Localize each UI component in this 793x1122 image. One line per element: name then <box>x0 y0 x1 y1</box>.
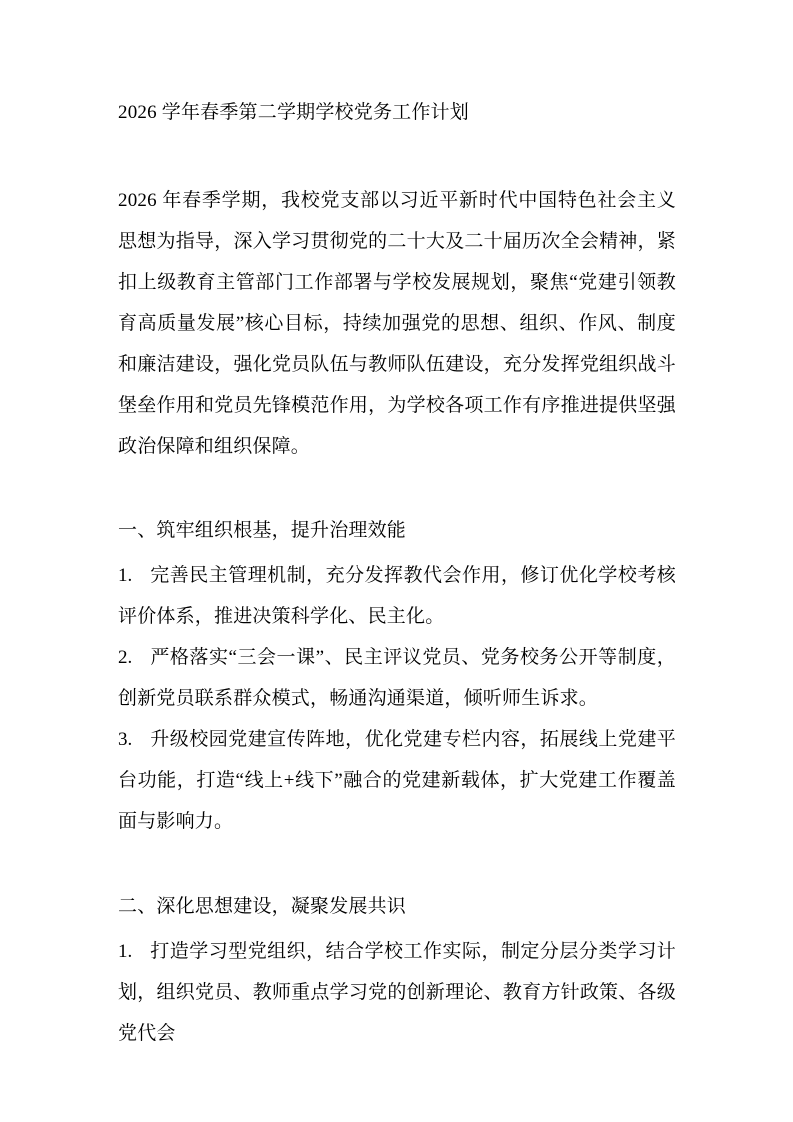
document-title: 2026 学年春季第二学期学校党务工作计划 <box>118 102 469 123</box>
list-item-number: 1. <box>118 565 133 586</box>
list-item <box>118 637 676 719</box>
list-item <box>118 931 676 1054</box>
list-item-number: 2. <box>118 647 133 668</box>
section-1-heading: 一、筑牢组织根基，提升治理效能 <box>118 520 407 541</box>
intro-paragraph: 2026 年春季学期，我校党支部以习近平新时代中国特色社会主义思想为指导，深入学习贯彻党的二十大及二十届历次全会精神，紧扣上级教育主管部门工作部署与学校发展规划，聚焦“党建引领教育高质量发展”核心目标，持续加强党的思想、组织、作风、制度和廉洁建设，强化党员队伍与教师队伍建设，充分发挥党组织战斗堡垒作用和党员先锋模范作用，为学校各项工作有序推进提供坚强政治保障和组织保障。 <box>118 190 676 457</box>
list-item <box>118 555 676 637</box>
section-ideology <box>118 886 676 1054</box>
list-item-text: 完善民主管理机制，充分发挥教代会作用，修订优化学校考核评价体系，推进决策科学化、民主化。 <box>118 565 676 627</box>
list-item-number: 3. <box>118 729 133 750</box>
list-item-text: 打造学习型党组织，结合学校工作实际，制定分层分类学习计划，组织党员、教师重点学习党的创新理论、教育方针政策、各级党代会 <box>118 941 676 1044</box>
section-organization <box>118 510 676 842</box>
section-2-heading: 二、深化思想建设，凝聚发展共识 <box>118 896 407 917</box>
list-item-text: 升级校园党建宣传阵地，优化党建专栏内容，拓展线上党建平台功能，打造“线上+线下”融合的党建新载体，扩大党建工作覆盖面与影响力。 <box>118 729 676 832</box>
document-content <box>118 92 676 1054</box>
list-item <box>118 719 676 842</box>
list-item-number: 1. <box>118 941 133 962</box>
list-item-text: 严格落实“三会一课”、民主评议党员、党务校务公开等制度，创新党员联系群众模式，畅通沟通渠道，倾听师生诉求。 <box>118 647 676 709</box>
